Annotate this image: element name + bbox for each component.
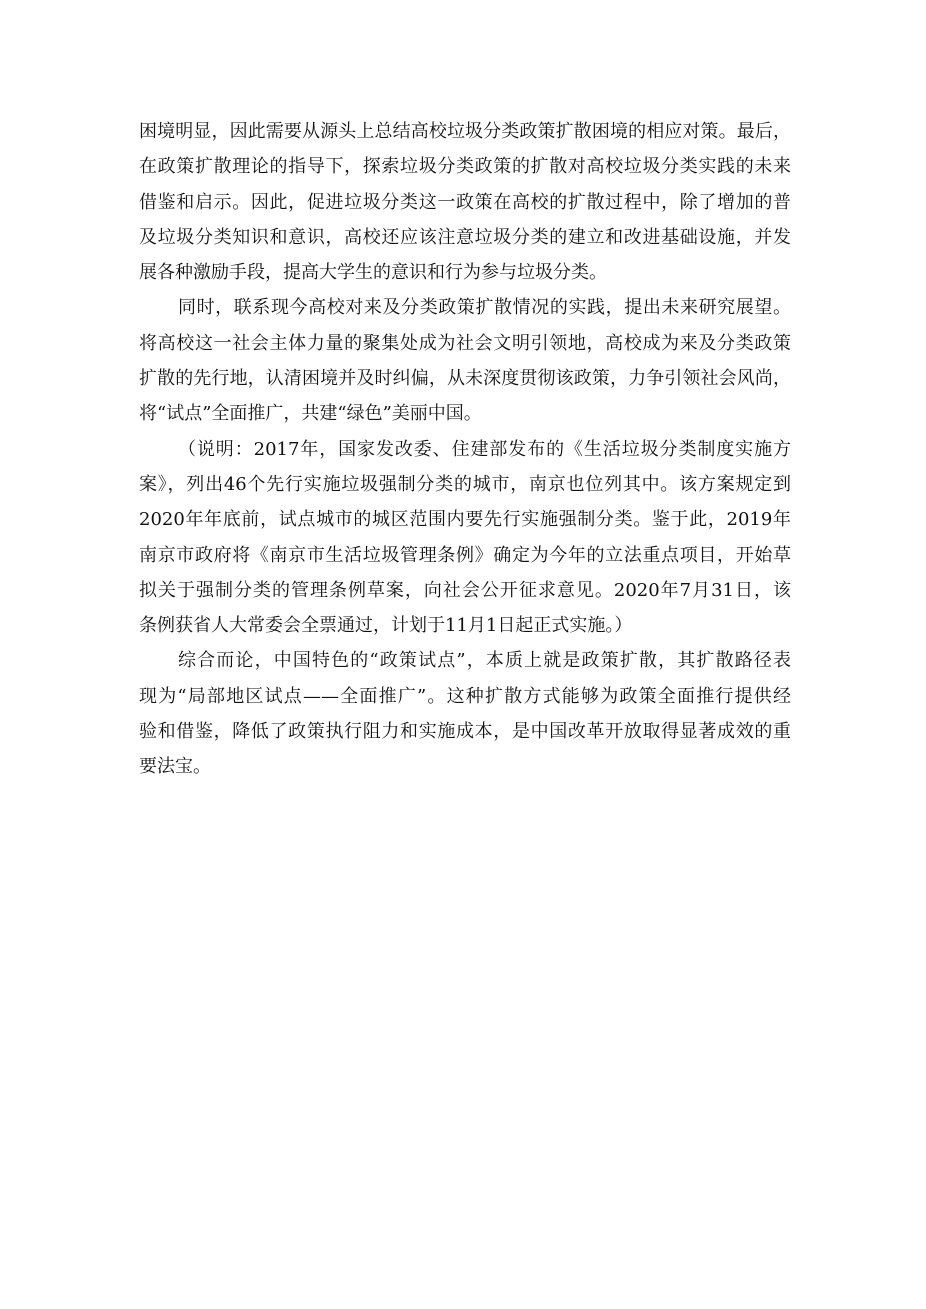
text-line: 案》，列出46个先行实施垃圾强制分类的城市，南京也位列其中。该方案规定到 [139,473,791,495]
text-line: 在政策扩散理论的指导下，探索垃圾分类政策的扩散对高校垃圾分类实践的未来 [139,156,791,178]
text-line: 验和借鉴，降低了政策执行阻力和实施成本，是中国改革开放取得显著成效的重 [139,721,791,743]
text-line: 扩散的先行地，认清困境并及时纠偏，从未深度贯彻该政策，力争引领社会风尚， [139,368,791,390]
text-line: 将“试点”全面推广，共建“绿色”美丽中国。 [139,403,482,425]
text-line: 借鉴和启示。因此，促进垃圾分类这一政策在高校的扩散过程中，除了增加的普 [139,191,791,213]
text-line: 同时，联系现今高校对来及分类政策扩散情况的实践，提出未来研究展望。 [178,297,791,319]
text-line: 综合而论，中国特色的“政策试点”，本质上就是政策扩散，其扩散路径表 [178,650,791,672]
text-line: 要法宝。 [139,756,211,778]
text-line: 拟关于强制分类的管理条例草案，向社会公开征求意见。2020年7月31日，该 [139,579,791,601]
text-line: （说明：2017年，国家发改委、住建部发布的《生活垃圾分类制度实施方 [178,438,791,460]
paragraph-1 [139,114,791,290]
document-body [139,114,791,785]
text-line: 现为“局部地区试点——全面推广”。这种扩散方式能够为政策全面推行提供经 [139,685,791,707]
text-line: 展各种激励手段，提高大学生的意识和行为参与垃圾分类。 [139,262,607,284]
text-line: 及垃圾分类知识和意识，高校还应该注意垃圾分类的建立和改进基础设施，并发 [139,226,791,248]
paragraph-4 [139,643,791,784]
paragraph-2 [139,290,791,431]
text-line: 困境明显，因此需要从源头上总结高校垃圾分类政策扩散困境的相应对策。最后， [139,121,791,142]
text-line: 条例获省人大常委会全票通过，计划于11月1日起正式实施。） [139,615,633,637]
text-line: 南京市政府将《南京市生活垃圾管理条例》确定为今年的立法重点项目，开始草 [139,544,791,566]
text-line: 将高校这一社会主体力量的聚集处成为社会文明引领地，高校成为来及分类政策 [139,332,791,354]
paragraph-3-note [139,432,791,644]
text-line: 2020年年底前，试点城市的城区范围内要先行实施强制分类。鉴于此，2019年 [139,509,791,531]
